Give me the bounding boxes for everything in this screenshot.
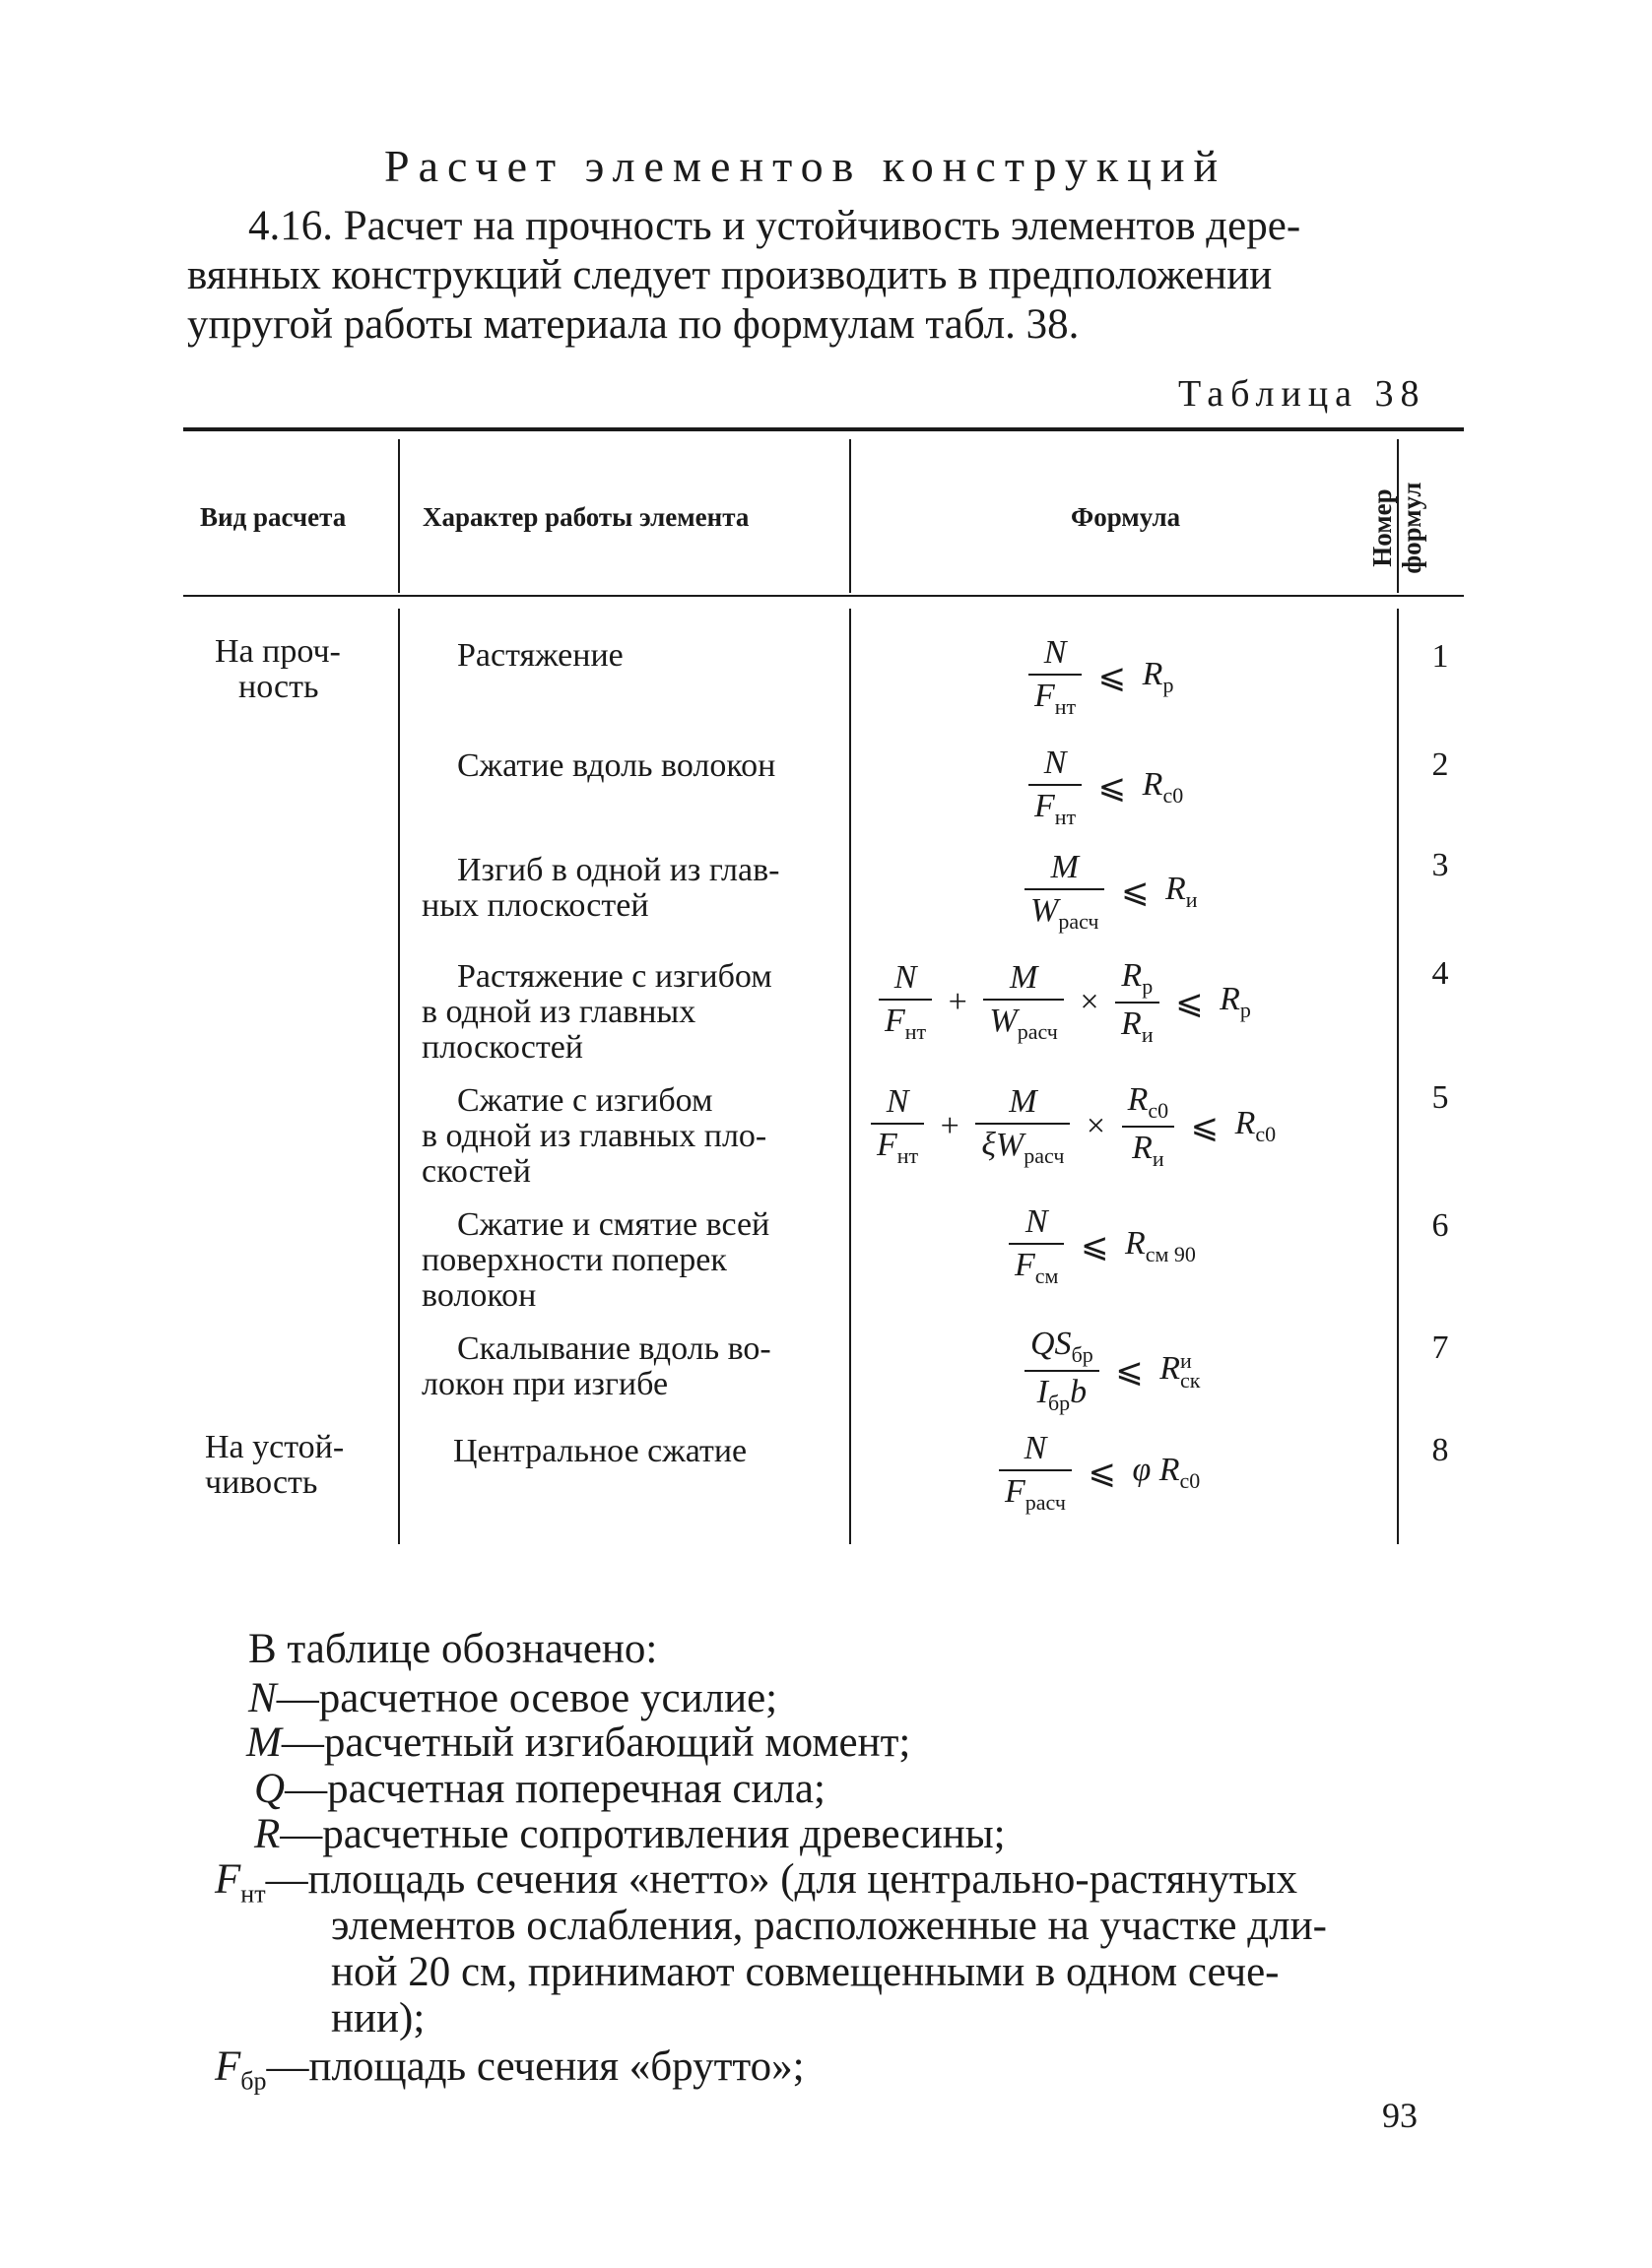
plus-operator: + — [940, 1107, 959, 1144]
numerator — [1024, 1326, 1099, 1372]
plus-operator: + — [948, 983, 967, 1020]
subscript: р — [1142, 973, 1154, 999]
symbol: F — [1034, 678, 1055, 714]
row-character: Центральное сжатие — [453, 1433, 748, 1469]
legend-intro: В таблице обозначено: — [248, 1626, 658, 1672]
symbol: R — [1159, 1350, 1181, 1388]
subscript: см — [1034, 1263, 1059, 1288]
formula-2 — [1028, 745, 1183, 830]
subscript: р — [1239, 998, 1251, 1023]
row-character: локон при изгибе — [422, 1366, 669, 1402]
group-label: На проч- — [215, 633, 341, 670]
legend-text: —площадь сечения «брутто»; — [266, 2043, 805, 2090]
formula-number: 1 — [1431, 638, 1449, 675]
denominator — [1024, 1372, 1099, 1416]
symbol: R — [1121, 957, 1143, 994]
symbol: ξW — [981, 1127, 1024, 1164]
numerator: N — [871, 1083, 924, 1125]
symbol: R — [1142, 656, 1163, 692]
relation: ⩽ — [1175, 984, 1204, 1021]
symbol: F — [1034, 788, 1055, 824]
legend-symbol: N — [248, 1675, 277, 1721]
fraction — [999, 1430, 1072, 1516]
symbol: R — [1121, 1004, 1142, 1042]
fraction — [1028, 745, 1082, 830]
relation: ⩽ — [1097, 659, 1127, 696]
symbol: R — [1124, 1225, 1146, 1262]
formula-number: 8 — [1431, 1432, 1449, 1468]
legend-text: ной 20 см, принимают совмещенными в одном сече- — [331, 1949, 1280, 1995]
rhs — [1143, 656, 1174, 698]
legend-text: —площадь сечения «нетто» (для центрально-растянутых — [265, 1856, 1298, 1903]
row-character: плоскостей — [422, 1029, 583, 1066]
row-character: Растяжение с изгибом — [457, 958, 772, 995]
relation: ⩽ — [1080, 1228, 1109, 1265]
subscript: р — [1162, 672, 1174, 697]
rhs — [1143, 766, 1184, 809]
subscript: нт — [904, 1019, 927, 1045]
relation: ⩽ — [1088, 1455, 1116, 1492]
numerator: N — [1028, 634, 1082, 676]
legend-symbol: F — [215, 1856, 241, 1903]
row-character: Сжатие с изгибом — [457, 1082, 713, 1119]
denominator — [1028, 676, 1082, 720]
legend-symbol: F — [215, 2043, 241, 2090]
symbol: F — [877, 1127, 897, 1164]
formula-number: 7 — [1431, 1329, 1449, 1366]
row-character: Сжатие и смятие всей — [457, 1206, 770, 1243]
symbol: F — [885, 1003, 905, 1040]
symbol: φ — [1132, 1452, 1152, 1488]
symbol: F — [1015, 1247, 1035, 1283]
fraction — [1009, 1203, 1064, 1289]
denominator — [879, 1001, 932, 1045]
script-stack — [1180, 1348, 1201, 1393]
table-caption: Таблица 38 — [1178, 373, 1426, 415]
numerator: N — [999, 1430, 1072, 1471]
numerator — [1122, 1081, 1175, 1128]
symbol: F — [1005, 1473, 1025, 1510]
denominator — [871, 1125, 924, 1169]
denominator — [1028, 786, 1082, 830]
subscript: и — [1185, 886, 1198, 912]
numerator: M — [983, 959, 1063, 1001]
row-character: Скалывание вдоль во- — [457, 1330, 771, 1367]
subscript: бр — [1071, 1341, 1093, 1367]
numerator: N — [1028, 745, 1082, 786]
legend-text: нии); — [331, 1995, 426, 2041]
legend-symbol: R — [254, 1811, 281, 1857]
row-character: в одной из главных — [422, 994, 696, 1030]
legend-text: —расчетный изгибающий момент; — [281, 1719, 911, 1766]
denominator — [1009, 1245, 1064, 1289]
subscript: расч — [1058, 908, 1099, 934]
subscript: с0 — [1162, 782, 1184, 808]
formula-8 — [999, 1430, 1200, 1516]
fraction — [1024, 849, 1104, 935]
legend-item — [254, 1810, 1006, 1858]
numerator: M — [975, 1083, 1070, 1125]
superscript: и — [1180, 1348, 1192, 1374]
symbol: QS — [1030, 1326, 1072, 1362]
legend-item — [215, 2042, 805, 2097]
symbol: W — [1030, 892, 1059, 929]
relation: ⩽ — [1115, 1352, 1144, 1390]
subscript: с0 — [1255, 1122, 1277, 1147]
section-heading: Расчет элементов конструкций — [384, 141, 1227, 191]
subscript: расч — [1024, 1489, 1066, 1515]
subscript: расч — [1017, 1019, 1058, 1045]
table-col-rule — [398, 609, 400, 1544]
denominator — [983, 1001, 1063, 1045]
subscript: с0 — [1179, 1467, 1201, 1493]
fraction — [1024, 1326, 1099, 1416]
symbol: R — [1127, 1081, 1149, 1118]
row-character: Растяжение — [457, 637, 624, 674]
header-type: Вид расчета — [200, 502, 347, 532]
paragraph-line: вянных конструкций следует производить в предположении — [187, 252, 1273, 298]
fraction — [871, 1083, 924, 1169]
formula-1 — [1028, 634, 1173, 720]
relation: ⩽ — [1120, 874, 1150, 911]
subscript: нт — [1054, 693, 1077, 719]
fraction — [983, 959, 1063, 1045]
formula-5 — [871, 1081, 1276, 1172]
row-character: в одной из главных пло- — [422, 1118, 767, 1154]
symbol: R — [1158, 1452, 1180, 1488]
rhs — [1125, 1225, 1196, 1267]
symbol: R — [1164, 871, 1186, 907]
numerator: N — [1009, 1203, 1064, 1245]
subscript: см 90 — [1145, 1241, 1196, 1266]
group-label: ность — [238, 669, 319, 705]
formula-6 — [1009, 1203, 1196, 1289]
formula-number: 3 — [1431, 847, 1449, 883]
symbol: W — [989, 1003, 1018, 1040]
table-col-rule — [398, 439, 400, 593]
subscript: с0 — [1148, 1097, 1169, 1123]
formula-number: 5 — [1431, 1079, 1449, 1116]
subscript: нт — [1054, 804, 1077, 829]
subscript: и — [1152, 1145, 1164, 1171]
formula-3 — [1024, 849, 1198, 935]
denominator — [1024, 890, 1104, 935]
row-character: Изгиб в одной из глав- — [457, 852, 780, 888]
symbol: R — [1234, 1105, 1256, 1142]
symbol: b — [1070, 1373, 1088, 1410]
legend-text: —расчетное осевое усилие; — [276, 1675, 778, 1721]
numerator: N — [879, 959, 932, 1001]
denominator — [1115, 1004, 1159, 1048]
times-operator: × — [1086, 1107, 1106, 1144]
rhs — [1132, 1452, 1200, 1494]
row-character: волокон — [422, 1277, 537, 1314]
legend-symbol: M — [246, 1719, 282, 1766]
page-number: 93 — [1382, 2096, 1418, 2135]
rhs — [1165, 871, 1198, 913]
symbol: R — [1142, 766, 1163, 803]
symbol: R — [1220, 981, 1240, 1018]
table-header-rule — [183, 595, 1464, 597]
formula-7 — [1024, 1326, 1201, 1416]
formula-number: 6 — [1431, 1207, 1449, 1244]
relation: ⩽ — [1097, 769, 1127, 807]
legend-text: элементов ослабления, расположенные на участке дли- — [331, 1903, 1327, 1949]
legend-symbol: Q — [254, 1766, 286, 1812]
fraction — [975, 1083, 1070, 1169]
rhs — [1235, 1105, 1277, 1147]
rhs — [1220, 981, 1251, 1023]
numerator — [1115, 957, 1159, 1004]
fraction — [1122, 1081, 1175, 1172]
group-label: чивость — [205, 1464, 318, 1501]
legend-text: —расчетные сопротивления древесины; — [280, 1811, 1006, 1857]
legend-subscript: бр — [240, 2066, 267, 2096]
legend-item — [246, 1718, 910, 1767]
times-operator: × — [1080, 983, 1099, 1020]
legend-item — [248, 1674, 777, 1722]
row-character: поверхности поперек — [422, 1242, 727, 1278]
denominator — [1122, 1128, 1175, 1172]
subscript: бр — [1047, 1390, 1071, 1415]
fraction — [879, 959, 932, 1045]
subscript: нт — [896, 1143, 919, 1169]
formula-number: 4 — [1431, 955, 1449, 992]
table-col-rule — [849, 609, 851, 1544]
relation: ⩽ — [1190, 1108, 1220, 1145]
group-label: На устой- — [205, 1429, 345, 1465]
table-col-rule — [1397, 609, 1399, 1544]
formula-4 — [879, 957, 1251, 1048]
header-formula: Формула — [1071, 502, 1181, 532]
formula-number: 2 — [1431, 746, 1449, 783]
denominator — [999, 1471, 1072, 1516]
subscript: и — [1141, 1021, 1154, 1047]
row-character: Сжатие вдоль волокон — [457, 747, 776, 784]
subscript: расч — [1024, 1143, 1065, 1169]
legend-text: —расчетная поперечная сила; — [285, 1766, 826, 1812]
row-character: ных плоскостей — [422, 887, 649, 924]
table-top-rule — [183, 427, 1464, 431]
symbol: I — [1036, 1373, 1048, 1410]
paragraph-line: 4.16. Расчет на прочность и устойчивость элементов дере- — [248, 203, 1301, 249]
fraction — [1115, 957, 1159, 1048]
subscript: ск — [1180, 1368, 1201, 1393]
symbol: R — [1132, 1129, 1153, 1166]
paragraph-line: упругой работы материала по формулам табл. 38. — [187, 301, 1080, 348]
legend-subscript: нт — [240, 1879, 266, 1909]
legend-item — [254, 1765, 826, 1813]
table-col-rule — [849, 439, 851, 593]
numerator: M — [1024, 849, 1104, 890]
fraction — [1028, 634, 1082, 720]
header-number: Номер формул — [1367, 482, 1426, 574]
header-character: Характер работы элемента — [423, 502, 750, 532]
rhs — [1159, 1350, 1200, 1391]
denominator — [975, 1125, 1070, 1169]
row-character: скостей — [422, 1153, 531, 1190]
